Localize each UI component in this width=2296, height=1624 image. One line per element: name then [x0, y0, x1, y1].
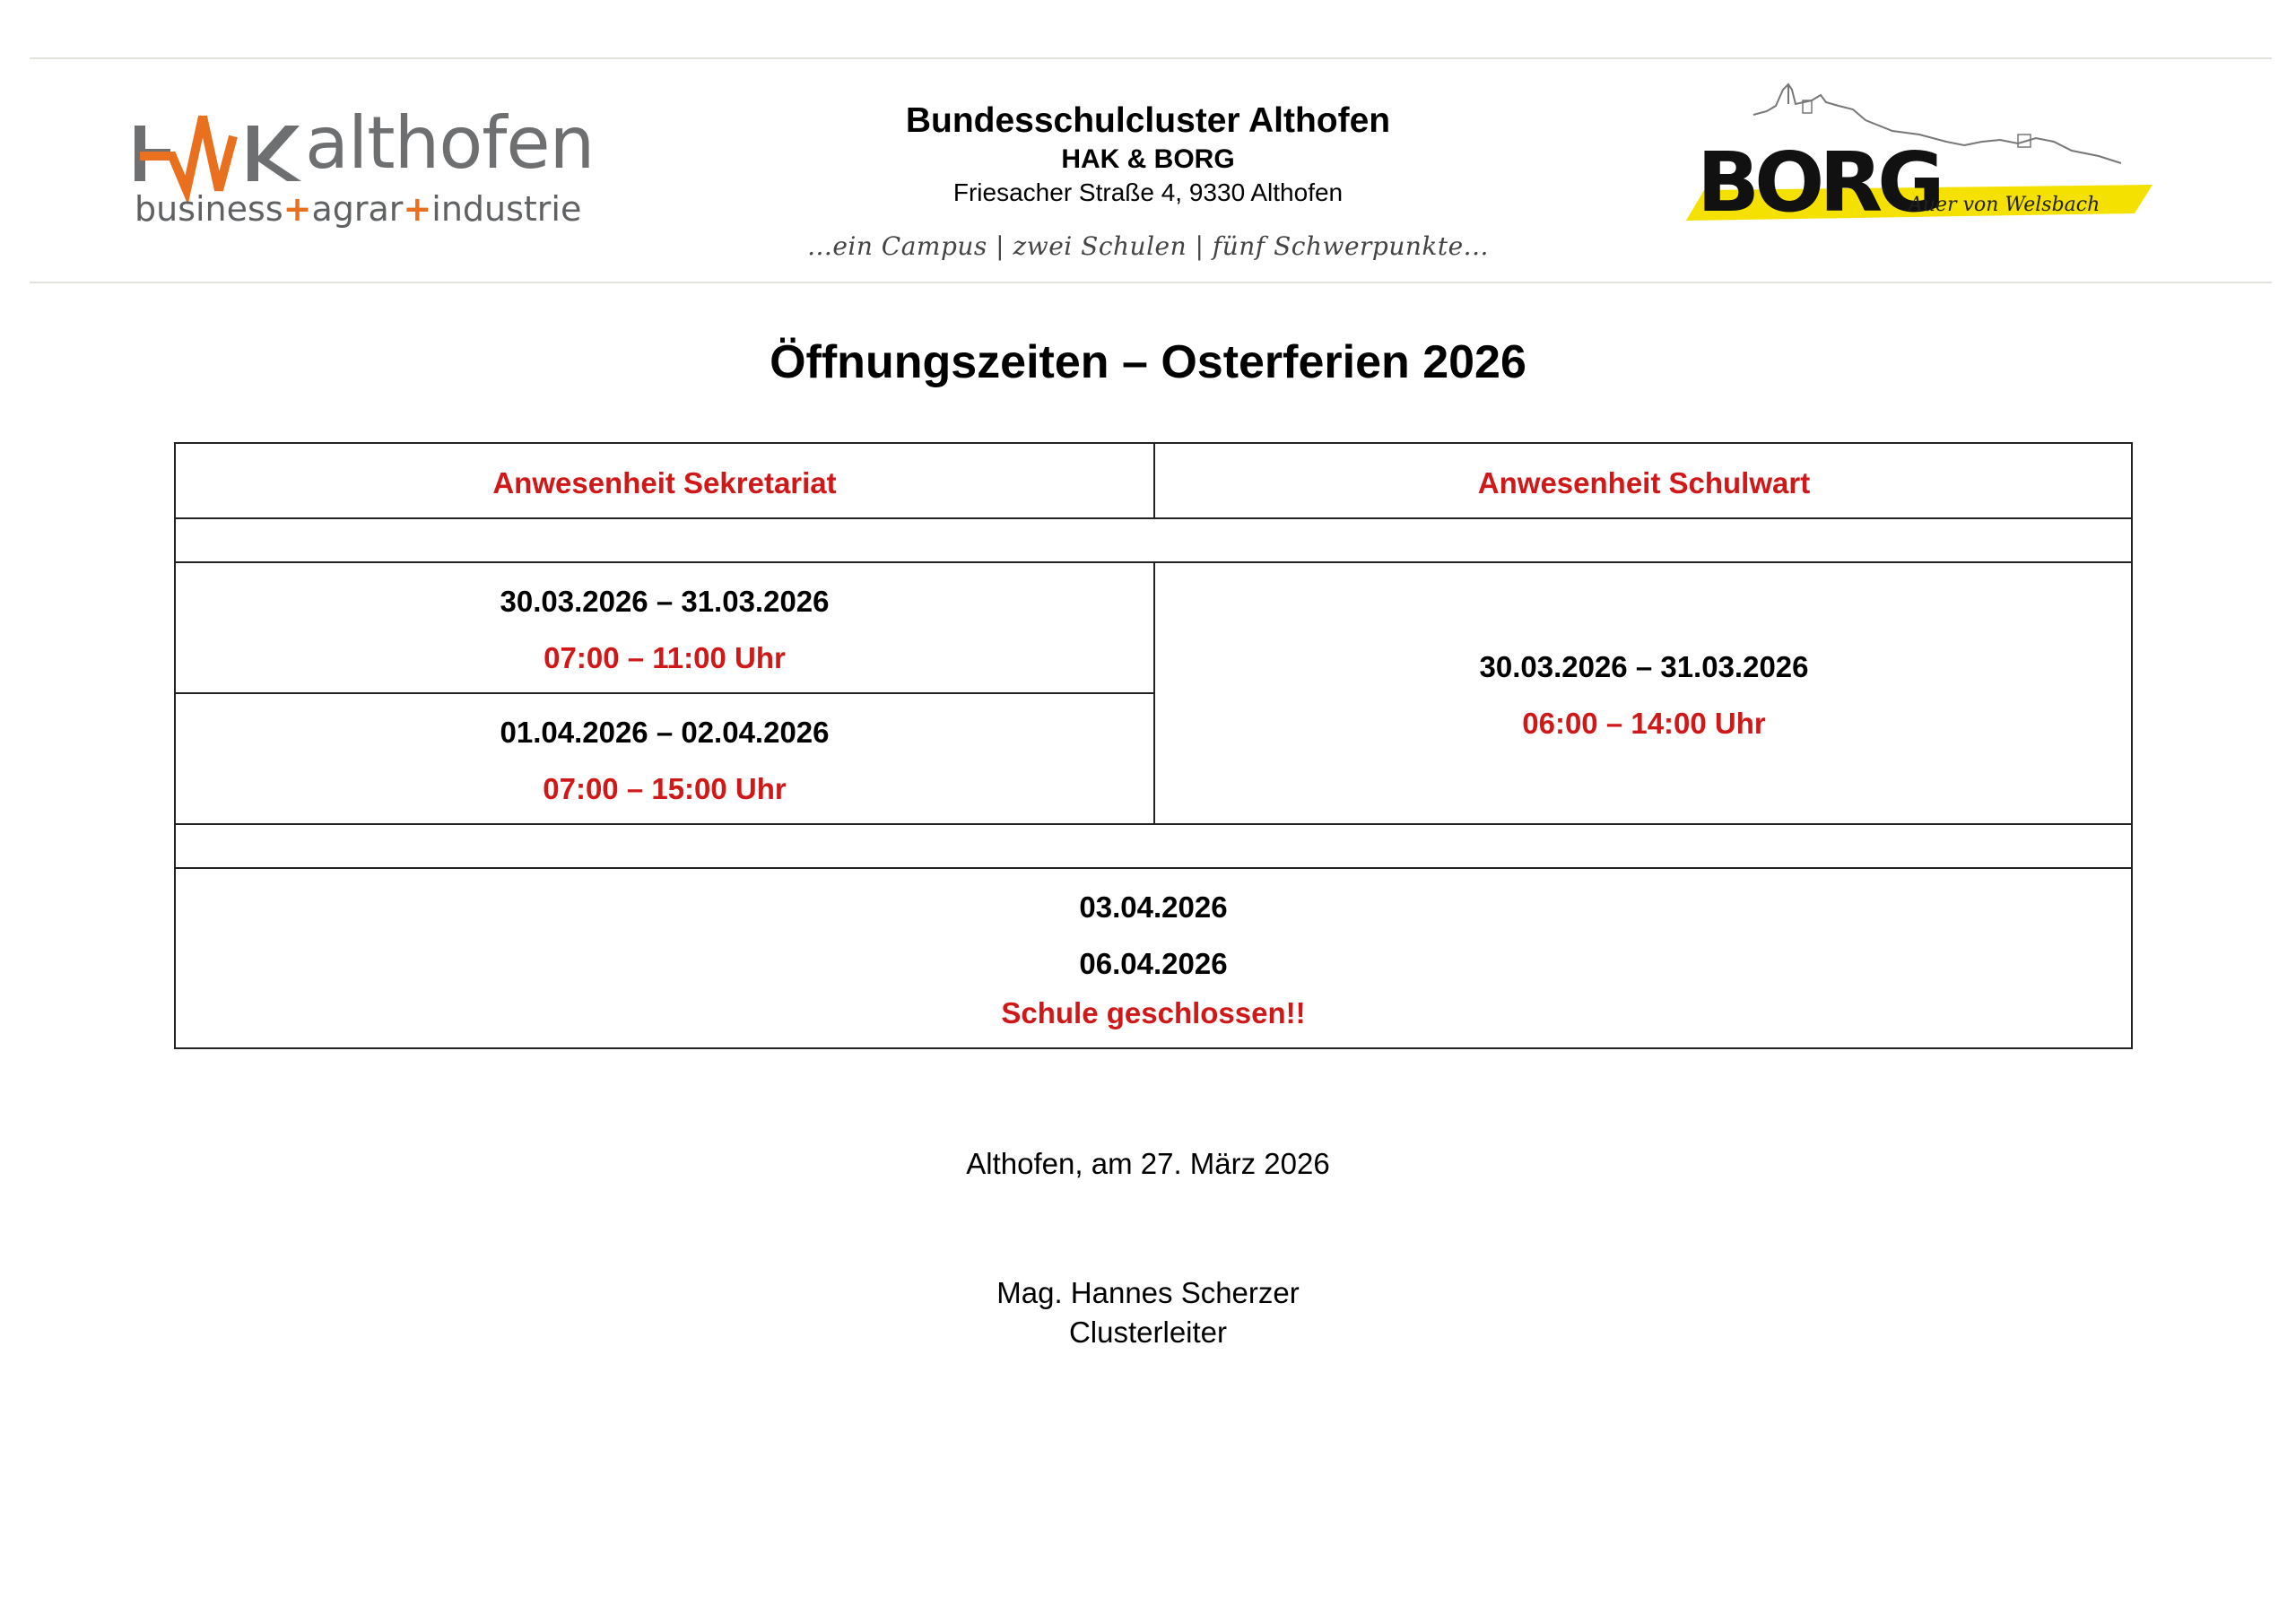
- school-name: Bundesschulcluster Althofen: [905, 101, 1391, 140]
- closed-date-2: 06.04.2026: [1079, 947, 1228, 980]
- col-header-schulwart: Anwesenheit Schulwart: [1477, 466, 1811, 499]
- sekretariat-dates-1: 30.03.2026 – 31.03.2026: [500, 585, 830, 618]
- header-top-rule: [30, 57, 2272, 59]
- signer-role: Clusterleiter: [1068, 1316, 1228, 1349]
- table-rule: [1153, 561, 1155, 823]
- hak-logo-tagline: business+agrar+industrie: [135, 189, 582, 229]
- borg-logo-word: BORG: [1697, 135, 1940, 230]
- closed-note: Schule geschlossen!!: [1001, 996, 1306, 1029]
- place-and-date: Althofen, am 27. März 2026: [966, 1147, 1330, 1180]
- borg-logo-script: Auer von Welsbach: [1909, 194, 2100, 216]
- school-motto: ...ein Campus | zwei Schulen | fünf Schwerpunkte...: [807, 231, 1489, 261]
- page-title: Öffnungszeiten – Osterferien 2026: [770, 336, 1526, 388]
- table-rule: [176, 517, 2131, 519]
- signer-name: Mag. Hannes Scherzer: [996, 1276, 1300, 1309]
- sekretariat-dates-2: 01.04.2026 – 02.04.2026: [500, 716, 830, 749]
- col-header-sekretariat: Anwesenheit Sekretariat: [492, 466, 837, 499]
- schulwart-hours: 06:00 – 14:00 Uhr: [1522, 707, 1766, 740]
- table-rule: [176, 823, 2131, 825]
- sekretariat-hours-1: 07:00 – 11:00 Uhr: [544, 641, 786, 674]
- hak-logo-word: althofen: [305, 101, 595, 185]
- header-bottom-rule: [30, 282, 2272, 283]
- borg-logo: [1677, 79, 2161, 231]
- table-rule: [176, 867, 2131, 869]
- table-rule: [176, 692, 1155, 694]
- schulwart-dates: 30.03.2026 – 31.03.2026: [1479, 650, 1809, 683]
- closed-date-1: 03.04.2026: [1079, 890, 1228, 924]
- hak-logo: [133, 93, 635, 246]
- sekretariat-hours-2: 07:00 – 15:00 Uhr: [543, 772, 787, 805]
- opening-hours-table: [174, 442, 2133, 1049]
- school-subtitle: HAK & BORG: [1061, 144, 1235, 174]
- school-address: Friesacher Straße 4, 9330 Althofen: [952, 178, 1344, 206]
